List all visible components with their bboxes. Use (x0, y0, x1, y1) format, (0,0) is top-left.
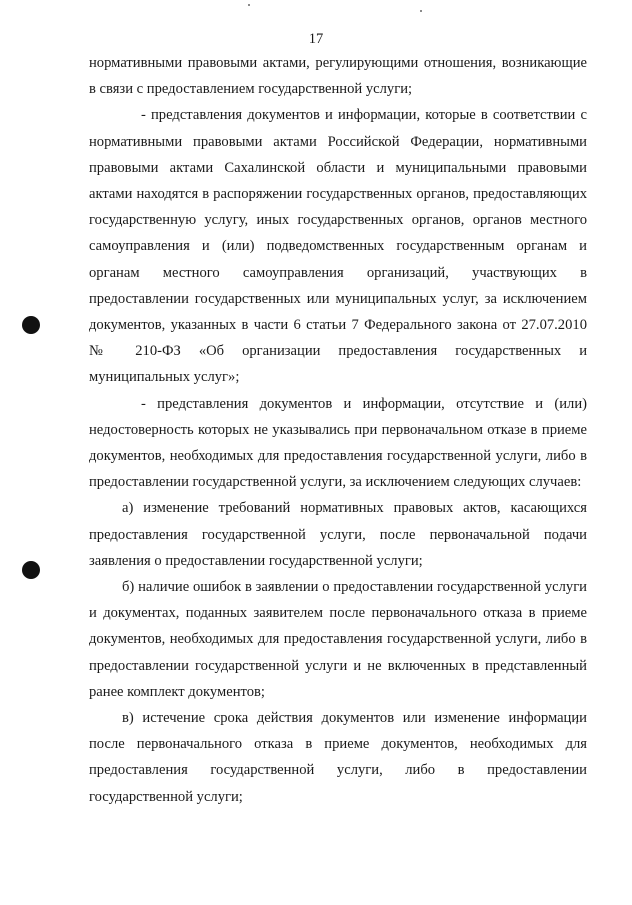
paragraph-continuation: нормативными правовыми актами, регулирующими отношения, возникающие в связи с предоставлением государственной услуги; (89, 55, 587, 98)
paragraph-documents-not-indicated: - представления документов и информации, отсутствие и (или) недостоверность которых не указывались при первоначальном отказе в приеме документов, необходимых для предоставления государственной услуги, либо в предоставлении государственной услуги, за исключением следующих случаев: (89, 395, 587, 491)
page-number: 17 (308, 31, 324, 47)
scan-speck (420, 10, 422, 12)
list-item-a: а) изменение требований нормативных правовых актов, касающихся предоставления государственной услуги, после первоначальной подачи заявления о предоставлении государственной услуги; (89, 500, 587, 569)
paragraph-documents-in-possession: - представления документов и информации, которые в соответствии с нормативными правовыми актами Российской Федерации, нормативными правовыми актами Сахалинской области и муниципальными правовыми актами находятся в распоряжении государственных органов, предоставляющих государственную услугу, иных государственных органов, органов местного самоуправления и (или) подведомственных государственным органам и органам местного самоуправления организаций, участвующих в предоставлении государственных или муниципальных услуг, за исключением документов, указанных в части 6 статьи 7 Федерального закона от 27.07.2010 № 210-ФЗ «Об организации предоставления государственных и муниципальных услуг»; (89, 107, 587, 386)
scan-speck (248, 4, 250, 6)
punch-hole-mark (22, 561, 40, 579)
punch-hole-mark (22, 316, 40, 334)
document-body (89, 50, 587, 810)
list-item-v: в) истечение срока действия документов или изменение информации после первоначального отказа в приеме документов, необходимых для предоставления государственной услуги, либо в предоставлении государственной услуги; (89, 710, 587, 805)
list-item-b: б) наличие ошибок в заявлении о предоставлении государственной услуги и документах, поданных заявителем после первоначального отказа в приеме документов, необходимых для предоставления государственной услуги, либо в предоставлении государственной услуги и не включенных в представленный ранее комплект документов; (89, 579, 587, 700)
